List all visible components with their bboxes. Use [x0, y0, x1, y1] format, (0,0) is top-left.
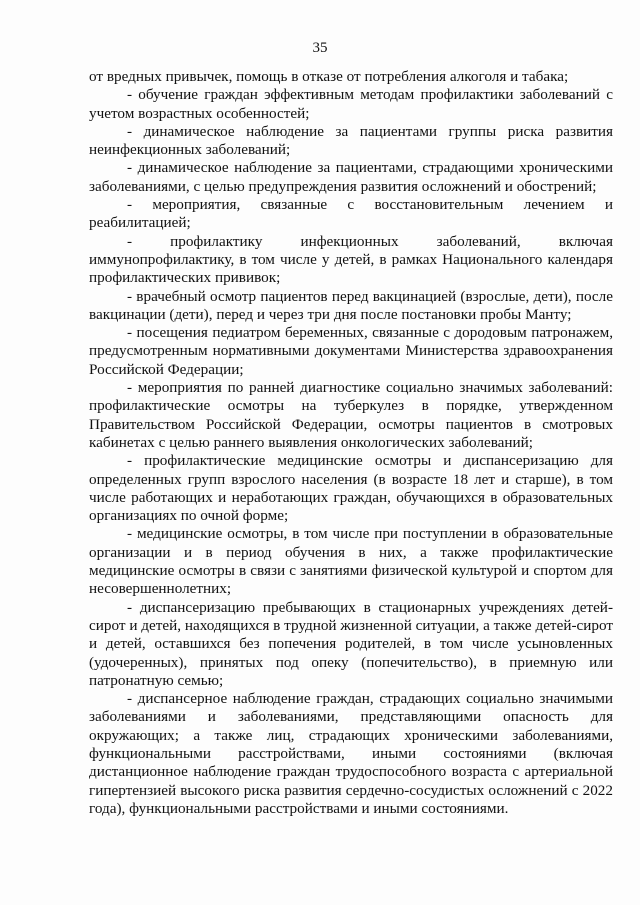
list-item-risk-group-monitoring: - динамическое наблюдение за пациентами группы риска развития неинфекционных заболеваний; — [89, 122, 613, 159]
list-item-prenatal-visits: - посещения педиатром беременных, связанные с дородовым патронажем, предусмотренным нормативными документами Министерства здравоохранения Российской Федерации; — [89, 324, 613, 378]
page-number: 35 — [312, 40, 328, 56]
list-item-chronic-monitoring: - динамическое наблюдение за пациентами, страдающими хроническими заболеваниями, с целью предупреждения развития осложнений и обострений; — [89, 159, 613, 195]
document-body — [89, 68, 613, 818]
list-item-rehabilitation: - мероприятия, связанные с восстановительным лечением и реабилитацией; — [89, 196, 613, 232]
list-item-dispensary-monitoring: - диспансерное наблюдение граждан, страдающих социально значимыми заболеваниями и заболеваниями, представляющими опасность для окружающих; а также лиц, страдающих хроническими заболеваниями, функциональными расстройствами, иными состояниями (включая дистанционное наблюдение граждан трудоспособного возраста с артериальной гипертензией высокого риска развития сердечно-сосудистых осложнений с 2022 года), функциональными расстройствами и иными состояниями. — [89, 690, 613, 817]
list-item-vaccination-exam: - врачебный осмотр пациентов перед вакцинацией (взрослые, дети), после вакцинации (дети), перед и через три дня после постановки пробы Манту; — [89, 287, 613, 323]
list-item-infection-prevention: - профилактику инфекционных заболеваний, включая иммунопрофилактику, в том числе у детей, в рамках Национального календаря профилактических прививок; — [89, 232, 613, 287]
list-item-orphans-checkup: - диспансеризацию пребывающих в стационарных учреждениях детей-сирот и детей, находящихся в трудной жизненной ситуации, а также детей-сирот и детей, оставшихся без попечения родителей, в том числе усыновленных (удочеренных), принятых под опеку (попечительство), в приемную или патронатную семью; — [89, 598, 613, 689]
list-item-preventive-exams-adults: - профилактические медицинские осмотры и диспансеризацию для определенных групп взрослого населения (в возрасте 18 лет и старше), в том числе работающих и неработающих граждан, обучающихся в образовательных организациях по очной форме; — [89, 452, 613, 525]
list-item-early-diagnosis: - мероприятия по ранней диагностике социально значимых заболеваний: профилактические осмотры на туберкулез в порядке, утвержденном Правительством Российской Федерации, осмотры пациентов в смотровых кабинетах с целью раннего выявления онкологических заболеваний; — [89, 379, 613, 451]
list-item-minors-exams: - медицинские осмотры, в том числе при поступлении в образовательные организации и в период обучения в них, а также профилактические медицинские осмотры в связи с занятиями физической культурой и спортом для несовершеннолетних; — [89, 525, 613, 598]
list-item-education: - обучение граждан эффективным методам профилактики заболеваний с учетом возрастных особенностей; — [89, 86, 613, 122]
paragraph-continuation: от вредных привычек, помощь в отказе от потребления алкоголя и табака; — [89, 68, 569, 85]
